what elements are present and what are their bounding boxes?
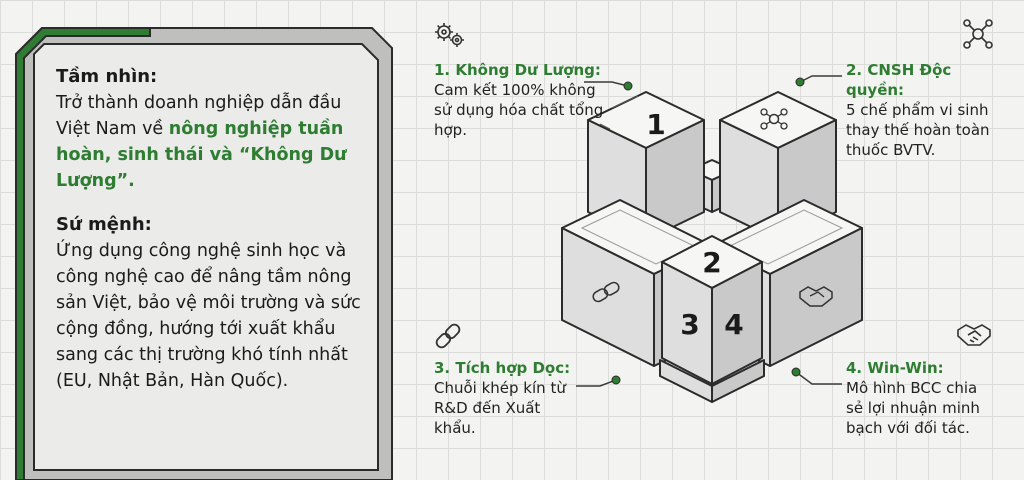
feature-4	[846, 358, 996, 438]
mission-text: Ứng dụng công nghệ sinh học và công nghệ cao để nâng tầm nông sản Việt, bảo vệ môi trường và sức cộng đồng, hướng tới xuất khẩu sang các thị trường khó tính nhất (EU, Nhật Bản, Hàn Quốc).	[56, 241, 361, 391]
gears-icon	[432, 20, 466, 50]
mission-heading: Sứ mệnh:	[56, 214, 152, 235]
feature-4-desc: Mô hình BCC chia sẻ lợi nhuận minh bạch với đối tác.	[846, 379, 980, 437]
feature-4-title: 4. Win-Win:	[846, 359, 944, 377]
connector-line-4	[796, 372, 842, 384]
chain-link-icon	[432, 320, 464, 352]
feature-1-title: 1. Không Dư Lượng:	[434, 61, 601, 79]
connector-dot-3	[612, 376, 620, 384]
handshake-icon	[956, 322, 992, 350]
connector-dot-2	[796, 78, 804, 86]
feature-2-title: 2. CNSH Độc quyền:	[846, 61, 952, 99]
feature-1	[434, 60, 604, 140]
block-label-2: 2	[702, 246, 722, 279]
feature-2-desc: 5 chế phẩm vi sinh thay thế hoàn toàn thuốc BVTV.	[846, 101, 990, 159]
connector-dot-4	[792, 368, 800, 376]
feature-2	[846, 60, 1006, 160]
block-label-4: 4	[724, 308, 744, 341]
molecule-icon	[962, 18, 994, 50]
feature-3	[434, 358, 584, 438]
vision-heading: Tầm nhìn:	[56, 66, 158, 87]
connector-line-2	[800, 76, 842, 82]
connector-dot-1	[624, 82, 632, 90]
block-label-3: 3	[680, 308, 700, 341]
feature-3-desc: Chuỗi khép kín từ R&D đến Xuất khẩu.	[434, 379, 566, 437]
feature-1-desc: Cam kết 100% không sử dụng hóa chất tổng hợp.	[434, 81, 604, 139]
center-block	[662, 236, 762, 384]
vision-highlight: nông nghiệp tuần hoàn, sinh thái và “Không Dư Lượng”.	[56, 119, 347, 191]
block-label-1: 1	[646, 108, 666, 141]
vision-text: Trở thành doanh nghiệp dẫn đầu Việt Nam về nông nghiệp tuần hoàn, sinh thái và “Không Dư Lượng”.	[56, 93, 347, 191]
feature-3-title: 3. Tích hợp Dọc:	[434, 359, 571, 377]
